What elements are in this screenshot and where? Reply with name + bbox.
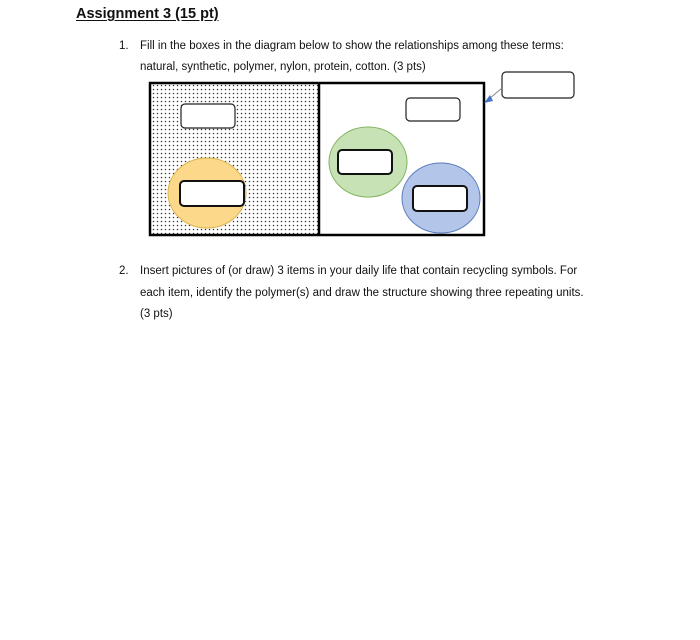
answer-box-polymer[interactable] xyxy=(502,72,574,98)
polymer-frame xyxy=(150,83,484,235)
assignment-title: Assignment 3 (15 pt) xyxy=(76,6,219,22)
answer-box-blue[interactable] xyxy=(413,186,467,211)
question-2-line-2: each item, identify the polymer(s) and draw the structure showing three repeating units. xyxy=(140,287,584,299)
green-circle xyxy=(329,127,407,197)
yellow-circle xyxy=(168,158,246,228)
question-1-number: 1. xyxy=(119,40,129,52)
blue-circle xyxy=(402,163,480,233)
connector-arrowhead xyxy=(484,95,493,103)
question-1-line-1: Fill in the boxes in the diagram below to show the relationships among these terms: xyxy=(140,40,564,52)
answer-box-green[interactable] xyxy=(338,150,392,174)
connector-line xyxy=(489,88,502,99)
question-2-line-3: (3 pts) xyxy=(140,308,173,320)
question-2-number: 2. xyxy=(119,265,129,277)
answer-box-natural[interactable] xyxy=(181,104,235,128)
question-1-line-2: natural, synthetic, polymer, nylon, protein, cotton. (3 pts) xyxy=(140,61,426,73)
answer-box-yellow[interactable] xyxy=(180,181,244,206)
answer-box-synthetic[interactable] xyxy=(406,98,460,121)
natural-region xyxy=(150,83,319,235)
question-2-line-1: Insert pictures of (or draw) 3 items in your daily life that contain recycling symbols. For xyxy=(140,265,578,277)
